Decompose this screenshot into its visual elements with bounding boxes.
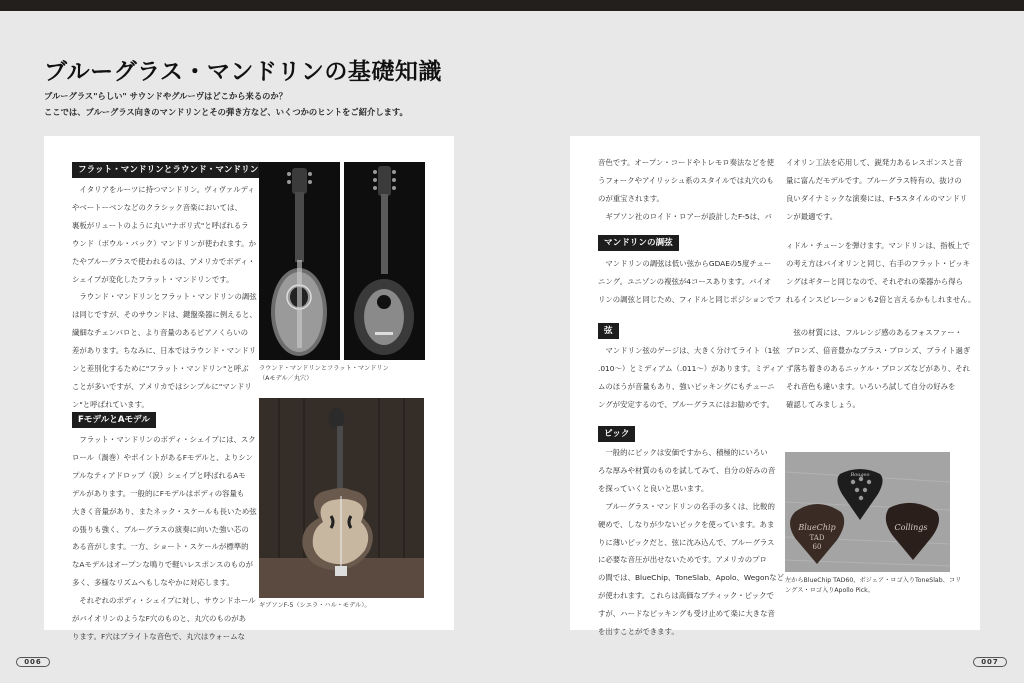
a-model-mandolin-image xyxy=(344,162,425,360)
text-line: の考え方はバイオリンと同じ、右手のフラット・ピッキ xyxy=(786,258,971,268)
pick-label-center: Bougeo xyxy=(850,472,870,478)
text-line: フラット・マンドリンのボディ・シェイプには、スク xyxy=(79,435,256,444)
text-line: イオリン工法を応用して、鋭発力あるレスポンスと音 xyxy=(786,158,963,167)
text-line: を出すことができます。 xyxy=(598,627,679,637)
text-line: マンドリンの調弦は低い弦からGDAEの5度チュー xyxy=(605,259,772,268)
text-line: 差があります。ちなみに、日本ではラウンド・マンドリ xyxy=(72,346,257,356)
lead-text-1: ブルーグラス"らしい" サウンドやグルーヴはどこから来るのか？ xyxy=(44,91,288,101)
pick-label-left-3: 60 xyxy=(812,543,822,551)
a-model-mandolin-photo xyxy=(344,162,425,360)
text-line: が使われます。これらは高価なブティック・ピックで xyxy=(598,591,774,601)
text-line: リンの調弦と同じため、フィドルと同じポジションでフ xyxy=(598,294,782,304)
text-line: 多く、多様なリズムへもしなやかに対応します。 xyxy=(72,578,234,588)
section-heading-f-a-model: FモデルとAモデル xyxy=(72,412,156,428)
text-line: りに薄いピックだと、弦に沈み込んで、ブルーグラス xyxy=(598,537,775,547)
photo-caption-round-flat xyxy=(259,364,389,384)
right-page-panel xyxy=(570,136,980,637)
text-line: ングが安定するので、ブルーグラスにはお勧めです。 xyxy=(598,399,774,409)
text-line: それ音色も違います。いろいろ試して自分の好みを xyxy=(786,381,956,391)
text-line: 音色です。オープン・コードやトレモロ奏法などを使 xyxy=(598,158,774,167)
text-line: 硬めで、しなりが少ないピックを使っています。あま xyxy=(598,519,775,529)
page-title: ブルーグラス・マンドリンの基礎知識 xyxy=(44,59,442,85)
text-line: ず落ち着きのあるニッケル・ブロンズなどがあり、それ xyxy=(786,363,970,373)
text-line: シェイプが変化したフラット・マンドリンです。 xyxy=(72,274,234,284)
text-line: ムのほうが音量もあり、強いピッキングにもチューニ xyxy=(598,381,775,391)
section-heading-pick: ピック xyxy=(598,426,635,442)
strings-text-col1 xyxy=(598,342,788,414)
text-line: ン"と呼ばれています。 xyxy=(72,399,149,409)
intro-text-col1 xyxy=(598,154,788,226)
text-line: ラウンド・マンドリンとフラット・マンドリンの調弦 xyxy=(79,292,257,302)
text-line: .010〜）とミディアム（.011〜）があります。ミディア xyxy=(598,363,784,373)
pick-label-right: Collings xyxy=(894,523,928,532)
text-line: ングはギターと同じなので、それぞれの楽器から得ら xyxy=(786,276,964,286)
text-line: ンが最適です。 xyxy=(786,211,838,221)
text-line: なAモデルはオープンな鳴りで軽いレスポンスのものが xyxy=(72,560,253,570)
text-line: イタリアをルーツに持つマンドリン。ヴィヴァルディ xyxy=(79,185,255,194)
page-number-left: 006 xyxy=(16,657,50,667)
pick-label-left-2: TAD xyxy=(809,534,825,542)
round-mandolin-photo xyxy=(259,162,340,360)
text-line: デルがあります。一般的にFモデルはボディの容量も xyxy=(72,488,245,498)
strings-text-col2 xyxy=(786,324,976,414)
caption-line: ングス・ロゴ入りApollo Pick。 xyxy=(785,587,874,594)
text-line: ことが多いですが、アメリカではシンプルに"マンドリ xyxy=(72,381,252,391)
page-number-right: 007 xyxy=(973,657,1007,667)
section-heading-flat-round: フラット・マンドリンとラウンド・マンドリン xyxy=(72,162,264,178)
text-line: マンドリン弦のゲージは、大きく分けてライト（1弦 xyxy=(605,346,780,355)
section-heading-strings: 弦 xyxy=(598,323,619,339)
text-line: ロール（渦巻）やポイントがあるFモデルと、よりシン xyxy=(72,452,253,462)
text-line: れるインスピレーションも2倍と言えるかもしれません。 xyxy=(786,294,976,304)
f5-mandolin-photo xyxy=(259,398,424,598)
text-line: ブロンズ、倍音豊かなブラス・ブロンズ、ブライト過ぎ xyxy=(786,345,971,355)
picks-image xyxy=(785,452,950,572)
pick-text xyxy=(598,444,788,641)
text-line: ります。F穴はブライトな音色で、丸穴はウォームな xyxy=(72,631,245,641)
text-line: 裏板がリュートのように丸い"ナポリ式"と呼ばれるラ xyxy=(72,220,249,230)
pick-label-left: BlueChip xyxy=(798,523,836,532)
text-line: 良いダイナミックな演奏には、F-5スタイルのマンドリ xyxy=(786,193,968,203)
picks-photo xyxy=(785,452,950,572)
tuning-text-col2 xyxy=(786,237,976,309)
tuning-text-col1 xyxy=(598,255,788,309)
text-line: それぞれのボディ・シェイプに対し、サウンドホール xyxy=(79,596,256,606)
text-line: うフォークやアイリッシュ系のスタイルでは丸穴のも xyxy=(598,175,774,185)
section-body-flat-round xyxy=(72,181,268,414)
text-line: を探っていくと良いと思います。 xyxy=(598,483,709,493)
caption-line: 左からBlueChip TAD60、ボジェア・ロゴ入りToneSlab、コリ xyxy=(785,577,962,584)
text-line: ンと差別化するために"フラット・マンドリン"と呼ぶ xyxy=(72,364,249,374)
text-line: ブルーグラス・マンドリンの名手の多くは、比較的 xyxy=(605,501,775,511)
text-line: のが重宝されます。 xyxy=(598,193,664,203)
text-line: 繊細なチェンバロと、より音量のあるピアノくらいの xyxy=(72,328,249,338)
text-line: 大きく音量があり、またネック・スケールも長いため弦 xyxy=(72,506,257,516)
text-line: の間では、BlueChip、ToneSlab、Apolo、Wegonなど xyxy=(598,573,784,583)
text-line: 弦の材質には、フルレンジ感のあるフォスファー・ xyxy=(793,328,963,337)
text-line: の張りも強く、ブルーグラスの演奏に向いた強い芯の xyxy=(72,524,249,534)
text-line: やベートーベンなどのクラシック音楽においては、 xyxy=(72,202,242,212)
text-line: がバイオリンのようなF穴のものと、丸穴のものがあ xyxy=(72,614,247,624)
text-line: 量に富んだモデルです。ブルーグラス特有の、抜けの xyxy=(786,175,962,185)
photo-caption-f5: ギブソンF-5（シエラ・ハル・モデル）。 xyxy=(259,602,371,609)
round-mandolin-image xyxy=(259,162,340,360)
text-line: ィドル・チューンを弾けます。マンドリンは、指板上で xyxy=(786,241,970,250)
lead-text-2: ここでは、ブルーグラス向きのマンドリンとその弾き方など、いくつかのヒントをご紹介します。 xyxy=(44,107,408,117)
section-heading-tuning: マンドリンの調弦 xyxy=(598,235,679,251)
caption-line: （Aモデル／丸穴） xyxy=(259,375,313,382)
intro-text-col2 xyxy=(786,154,976,226)
top-bar xyxy=(0,0,1024,11)
text-line: ギブソン社のロイド・ロアーが設計したF-5は、バ xyxy=(605,211,772,221)
left-page-panel xyxy=(44,136,454,641)
f5-mandolin-image xyxy=(259,398,424,598)
text-line: ウンド（ボウル・バック）マンドリンが使われます。か xyxy=(72,238,256,248)
text-line: 確認してみましょう。 xyxy=(786,399,860,409)
text-line: に必要な音圧が出せないためです。アメリカのプロ xyxy=(598,555,767,565)
caption-line: ラウンド・マンドリンとフラット・マンドリン xyxy=(259,365,389,372)
text-line: ろな厚みや材質のものを試してみて、自分の好みの音 xyxy=(598,465,776,475)
text-line: ニング。ユニゾンの複弦が4コースあります。バイオ xyxy=(598,276,772,286)
text-line: たやブルーグラスで使われるのは、アメリカでボディ・ xyxy=(72,256,256,266)
text-line: 一般的にピックは安価ですから、積極的にいろい xyxy=(605,448,768,457)
text-line: は同じですが、そのサウンドは、鍵盤楽器に例えると、 xyxy=(72,310,257,320)
text-line: すが、ハードなピッキングも受け止めて楽に大きな音 xyxy=(598,609,775,619)
text-line: プルなティアドロップ（涙）シェイプと呼ばれるAモ xyxy=(72,470,246,480)
text-line: ある音がします。一方、ショート・スケールが標準的 xyxy=(72,542,249,552)
section-body-f-a-model xyxy=(72,431,268,646)
photo-caption-picks xyxy=(785,576,961,596)
